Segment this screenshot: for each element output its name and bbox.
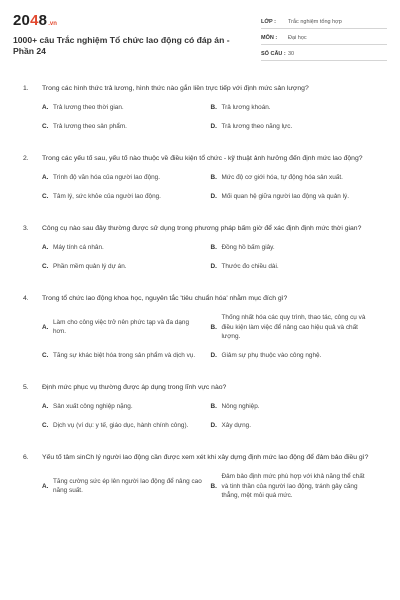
answer-option[interactable] [211, 472, 380, 501]
question-number: 5. [23, 384, 29, 391]
answer-option[interactable] [211, 421, 380, 431]
question-5 [23, 383, 379, 439]
question-number: 4. [23, 295, 29, 302]
question-2 [23, 154, 379, 210]
question-text: Trong tổ chức lao động khoa học, nguyên tắc 'tiêu chuẩn hóa' nhằm mục đích gì? [42, 295, 288, 302]
option-letter: A. [42, 323, 49, 331]
question-number: 3. [23, 225, 29, 232]
option-text: Trả lương theo năng lực. [221, 122, 293, 130]
option-letter: D. [210, 421, 217, 429]
answer-option[interactable] [42, 173, 211, 183]
question-6 [23, 453, 379, 510]
meta-value: Trắc nghiệm tổng hợp [288, 18, 342, 25]
answer-options [23, 173, 379, 210]
question-3 [23, 224, 379, 280]
option-text: Mức độ cơ giới hóa, tự động hóa sản xuất. [221, 174, 343, 181]
question-text: Trong các hình thức trả lương, hình thức nào gắn liền trực tiếp với định mức sản lượng? [42, 85, 309, 92]
question-number: 1. [23, 85, 29, 92]
option-letter: C. [42, 122, 49, 130]
option-letter: D. [210, 351, 217, 359]
site-logo[interactable] [13, 12, 243, 29]
option-text: Mối quan hệ giữa người lao động và quản lý. [221, 192, 350, 200]
page-title: 1000+ câu Trắc nghiệm Tổ chức lao động có đáp án - Phần 24 [13, 35, 230, 56]
question-header [23, 383, 379, 393]
meta-row-subject [261, 31, 387, 45]
option-letter: B. [210, 403, 217, 410]
meta-row-count [261, 47, 387, 61]
option-letter: B. [210, 482, 217, 490]
answer-option[interactable] [42, 103, 211, 113]
option-text: Trả lương theo sản phẩm. [53, 122, 127, 130]
meta-value: Đại học [288, 34, 307, 41]
option-letter: A. [42, 174, 49, 181]
header-left [13, 12, 243, 70]
question-text: Định mức phục vụ thường được áp dụng trong lĩnh vực nào? [42, 384, 227, 391]
question-list [13, 84, 387, 510]
answer-option[interactable] [211, 243, 380, 253]
question-header [23, 154, 379, 164]
answer-option[interactable] [42, 313, 211, 342]
answer-option[interactable] [42, 192, 211, 202]
question-text: Yếu tố tâm sinCh lý người lao động cần được xem xét khi xây dựng định mức lao động để đảm bảo điều gì? [42, 454, 369, 461]
answer-option[interactable] [211, 173, 380, 183]
answer-option[interactable] [42, 472, 211, 501]
option-text: Tâm lý, sức khỏe của người lao động. [53, 192, 161, 200]
answer-options [23, 472, 379, 510]
meta-row-class [261, 15, 387, 29]
option-text: Đảm bảo định mức phù hợp với khả năng thể chất và tinh thần của người lao động, tránh gây căng thẳng, mệt mỏi quá mức. [221, 473, 365, 499]
option-text: Xây dựng. [221, 421, 252, 429]
question-number: 2. [23, 155, 29, 162]
question-text: Trong các yếu tố sau, yếu tố nào thuộc về điều kiện tổ chức - kỹ thuật ảnh hưởng đến định mức lao động? [42, 155, 363, 162]
option-text: Dịch vụ (ví dụ: y tế, giáo dục, hành chính công). [53, 421, 189, 429]
option-letter: B. [210, 174, 217, 181]
answer-option[interactable] [42, 243, 211, 253]
option-text: Máy tính cá nhân. [53, 244, 104, 251]
logo-tld: .vn [48, 21, 57, 27]
option-text: Thước đo chiều dài. [221, 262, 279, 270]
question-text: Công cụ nào sau đây thường được sử dụng trong phương pháp bấm giờ để xác định định mức thời gian? [42, 225, 362, 232]
option-text: Thống nhất hóa các quy trình, thao tác, công cụ và điều kiện làm việc để nâng cao hiệu quả và chất lượng. [221, 314, 366, 340]
option-letter: B. [210, 104, 217, 111]
option-letter: A. [42, 244, 49, 251]
question-4 [23, 294, 379, 369]
question-header [23, 453, 379, 463]
option-text: Tăng cường sức ép lên người lao động để nâng cao năng suất. [53, 477, 202, 495]
question-number: 6. [23, 454, 29, 461]
option-letter: C. [42, 351, 49, 359]
option-text: Giảm sự phụ thuộc vào công nghệ. [221, 351, 322, 359]
option-text: Nông nghiệp. [221, 403, 260, 410]
answer-option[interactable] [211, 103, 380, 113]
question-header [23, 84, 379, 94]
option-letter: A. [42, 482, 49, 490]
option-letter: C. [42, 421, 49, 429]
answer-options [23, 402, 379, 439]
option-text: Làm cho công việc trở nên phức tạp và đa dạng hơn. [53, 318, 190, 336]
option-text: Đồng hồ bấm giây. [221, 244, 275, 251]
option-letter: D. [210, 122, 217, 130]
meta-label: SỐ CÂU : [261, 50, 286, 57]
meta-value: 30 [288, 50, 295, 57]
option-text: Trả lương theo thời gian. [53, 104, 124, 111]
answer-options [23, 103, 379, 140]
option-letter: A. [42, 403, 49, 410]
question-1 [23, 84, 379, 140]
answer-option[interactable] [42, 402, 211, 412]
meta-label: LỚP : [261, 18, 276, 25]
option-text: Sản xuất công nghiệp nặng. [53, 403, 133, 410]
option-letter: A. [42, 104, 49, 111]
option-letter: D. [210, 262, 217, 270]
answer-option[interactable] [42, 122, 211, 132]
option-text: Tăng sự khác biệt hóa trong sản phẩm và dịch vụ. [53, 351, 196, 359]
answer-option[interactable] [211, 262, 380, 272]
question-header [23, 224, 379, 234]
answer-option[interactable] [211, 402, 380, 412]
answer-option[interactable] [42, 351, 211, 361]
meta-label: MÔN : [261, 34, 278, 41]
option-letter: B. [210, 244, 217, 251]
answer-option[interactable] [211, 192, 380, 202]
answer-option[interactable] [42, 421, 211, 431]
answer-option[interactable] [42, 262, 211, 272]
option-letter: B. [210, 323, 217, 331]
header [13, 12, 387, 70]
logo-text: 2048 [13, 12, 48, 29]
option-text: Phần mềm quản lý dự án. [53, 262, 127, 270]
answer-option[interactable] [211, 122, 380, 132]
option-letter: C. [42, 192, 49, 200]
option-text: Trả lương khoán. [221, 104, 271, 111]
answer-options [23, 313, 379, 369]
option-text: Trình độ văn hóa của người lao động. [53, 174, 161, 181]
meta-panel [261, 15, 387, 70]
question-header [23, 294, 379, 304]
answer-option[interactable] [211, 351, 380, 361]
option-letter: C. [42, 262, 49, 270]
option-letter: D. [210, 192, 217, 200]
answer-options [23, 243, 379, 280]
answer-option[interactable] [211, 313, 380, 342]
